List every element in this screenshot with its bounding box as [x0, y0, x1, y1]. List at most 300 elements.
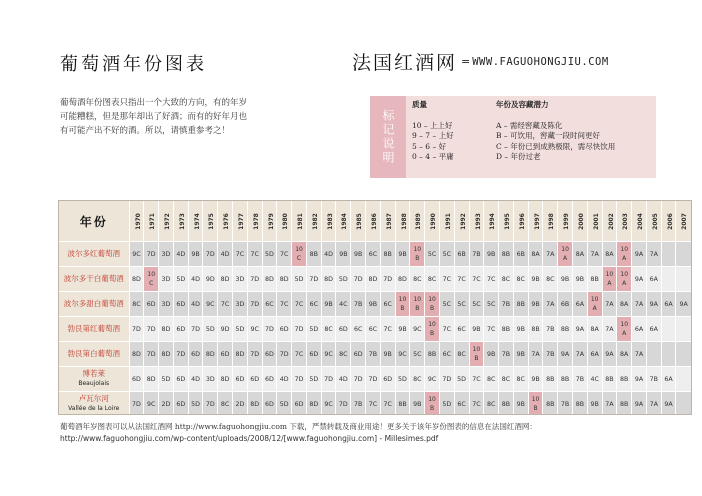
- footer-line-1: 葡萄酒年岁图表可以从法国红酒网 http://www.faguohongjiu.com 下载，严禁转载及商业用途！更多关于该年岁份图表的信息在法国红酒网：: [60, 422, 537, 431]
- rating-cell: 6A: [632, 317, 647, 342]
- year-label: 2005: [651, 212, 659, 230]
- rating-cell: [410, 242, 425, 267]
- rating-cell: 7C: [292, 292, 307, 317]
- empty-cell: [676, 317, 691, 342]
- year-header: [676, 201, 691, 242]
- rating-score: 10: [531, 396, 540, 403]
- rating-cell: 6A: [661, 367, 676, 392]
- rating-cell: 7A: [587, 242, 602, 267]
- rating-cell: 5C: [425, 242, 440, 267]
- rating-cell: 7D: [351, 367, 366, 392]
- empty-cell: [676, 242, 691, 267]
- rating-cell: 6D: [262, 392, 277, 416]
- year-header: [646, 201, 661, 242]
- year-header: [306, 201, 321, 242]
- year-header: [661, 201, 676, 242]
- rating-cell: 9A: [646, 292, 661, 317]
- vintage-table: [59, 201, 691, 415]
- rating-cell: 8B: [543, 392, 558, 416]
- rating-cell: 5C: [410, 342, 425, 367]
- rating-cell: 2D: [233, 392, 248, 416]
- region-name: 勃艮第红葡萄酒: [67, 324, 121, 333]
- rating-cell: 5D: [233, 317, 248, 342]
- rating-cell: 3D: [203, 367, 218, 392]
- rating-score: 10: [428, 296, 436, 303]
- rating-grade: B: [415, 255, 420, 262]
- rating-cell: 7C: [218, 292, 233, 317]
- rating-cell: 9C: [144, 392, 159, 416]
- rating-cell: 8B: [380, 242, 395, 267]
- rating-cell: 8B: [395, 392, 410, 416]
- rating-cell: 8D: [395, 267, 410, 292]
- rating-cell: 6C: [380, 292, 395, 317]
- rating-cell: 9A: [602, 342, 617, 367]
- rating-cell: 8D: [129, 342, 144, 367]
- rating-cell: 8D: [247, 392, 262, 416]
- intro-text: 葡萄酒年份图表只指出一个大致的方向，有的年岁可能糟糕，但是那年却出了好酒；而有的好年月也有可能产出不好的酒。所以，请慎重参考之！: [60, 98, 248, 136]
- rating-cell: 8B: [499, 317, 514, 342]
- rating-cell: 7D: [203, 392, 218, 416]
- rating-cell: 8D: [306, 392, 321, 416]
- region-subname: Beaujolais: [78, 380, 110, 387]
- year-label: 1989: [415, 212, 423, 230]
- rating-cell: 7D: [351, 267, 366, 292]
- year-header: [513, 201, 528, 242]
- rating-cell: 4D: [188, 267, 203, 292]
- year-header: [558, 201, 573, 242]
- rating-cell: 6D: [380, 367, 395, 392]
- rating-cell: 7A: [632, 292, 647, 317]
- rating-cell: 7A: [543, 292, 558, 317]
- year-header: [262, 201, 277, 242]
- rating-cell: 8B: [513, 292, 528, 317]
- rating-cell: 9B: [484, 342, 499, 367]
- rating-cell: 6A: [572, 292, 587, 317]
- legend-quality: [412, 100, 502, 163]
- brand-name: 法国红酒网: [352, 52, 458, 74]
- rating-cell: 7C: [484, 317, 499, 342]
- year-header: [632, 201, 647, 242]
- rating-cell: [469, 342, 484, 367]
- rating-cell: [617, 267, 632, 292]
- rating-cell: 7D: [439, 367, 454, 392]
- rating-cell: 5D: [262, 242, 277, 267]
- rating-cell: 7D: [380, 267, 395, 292]
- rating-cell: 8C: [484, 367, 499, 392]
- rating-grade: B: [400, 305, 405, 312]
- rating-cell: 9B: [528, 367, 543, 392]
- rating-cell: [617, 242, 632, 267]
- rating-cell: 9B: [513, 342, 528, 367]
- table-corner: 年份: [79, 214, 108, 229]
- legend-aging-item: C – 年份已到成熟极限，需尽快饮用: [496, 141, 616, 151]
- year-label: 1973: [178, 212, 186, 230]
- rating-cell: 9A: [632, 367, 647, 392]
- year-header: [292, 201, 307, 242]
- footer-note: [60, 421, 700, 445]
- rating-cell: 7A: [543, 242, 558, 267]
- year-label: 1970: [134, 212, 142, 230]
- rating-cell: 8B: [306, 242, 321, 267]
- rating-cell: 9B: [528, 267, 543, 292]
- rating-cell: 8C: [129, 292, 144, 317]
- year-label: 2003: [622, 212, 630, 230]
- rating-score: 10: [561, 246, 569, 253]
- rating-cell: 6D: [247, 367, 262, 392]
- rating-cell: 8B: [572, 392, 587, 416]
- year-header: [587, 201, 602, 242]
- legend-quality-item: 0 – 4 – 平庸: [412, 152, 454, 161]
- rating-cell: 9B: [572, 267, 587, 292]
- rating-score: 10: [428, 396, 436, 403]
- year-header: [366, 201, 381, 242]
- rating-cell: 4D: [188, 292, 203, 317]
- rating-cell: 7D: [188, 317, 203, 342]
- rating-cell: 6D: [144, 292, 159, 317]
- rating-cell: 7D: [292, 317, 307, 342]
- year-label: 1988: [400, 212, 408, 230]
- rating-cell: 4D: [277, 367, 292, 392]
- rating-grade: A: [622, 280, 627, 287]
- empty-cell: [676, 342, 691, 367]
- rating-cell: [144, 267, 159, 292]
- year-header: [336, 201, 351, 242]
- rating-cell: 7D: [262, 317, 277, 342]
- table-row: [59, 367, 691, 392]
- rating-cell: 6D: [188, 342, 203, 367]
- rating-cell: 8C: [499, 267, 514, 292]
- rating-cell: 5D: [306, 367, 321, 392]
- empty-cell: [661, 317, 676, 342]
- region-name: 波尔多甜白葡萄酒: [63, 299, 124, 308]
- year-label: 1980: [282, 212, 290, 230]
- empty-cell: [661, 342, 676, 367]
- rating-cell: 3D: [233, 292, 248, 317]
- rating-cell: 7B: [351, 392, 366, 416]
- rating-cell: 6C: [366, 317, 381, 342]
- rating-cell: 8B: [602, 367, 617, 392]
- rating-cell: 8D: [218, 367, 233, 392]
- rating-cell: 5D: [395, 367, 410, 392]
- region-subname: Vallée de la Loire: [68, 405, 120, 412]
- year-header: [439, 201, 454, 242]
- rating-cell: 7B: [543, 342, 558, 367]
- year-header: [351, 201, 366, 242]
- rating-cell: 7D: [292, 367, 307, 392]
- region-label: [59, 392, 129, 416]
- rating-cell: 8C: [410, 267, 425, 292]
- year-label: 1984: [341, 212, 349, 230]
- rating-cell: 2D: [159, 392, 174, 416]
- rating-cell: 8A: [572, 242, 587, 267]
- rating-cell: 6D: [218, 342, 233, 367]
- year-label: 1977: [237, 212, 245, 230]
- rating-score: 10: [605, 271, 614, 278]
- year-label: 1976: [223, 212, 231, 230]
- rating-cell: 7C: [469, 392, 484, 416]
- year-label: 1991: [444, 212, 452, 230]
- rating-cell: 9B: [484, 242, 499, 267]
- year-header: [233, 201, 248, 242]
- year-header: [380, 201, 395, 242]
- rating-cell: 6D: [351, 342, 366, 367]
- rating-cell: 8B: [499, 242, 514, 267]
- brand-url: WWW.FAGUOHONGJIU.COM: [472, 55, 609, 68]
- rating-cell: 9B: [558, 267, 573, 292]
- rating-cell: 5D: [159, 367, 174, 392]
- rating-score: 10: [295, 246, 303, 253]
- rating-cell: 5D: [306, 317, 321, 342]
- legend-aging-head: 年份及容藏潜力: [496, 100, 549, 109]
- rating-cell: 8B: [617, 367, 632, 392]
- year-label: 1974: [193, 212, 201, 230]
- rating-cell: 6B: [454, 242, 469, 267]
- year-header: [543, 201, 558, 242]
- legend-quality-item: 10 – 上上好: [412, 120, 453, 130]
- rating-score: 10: [620, 271, 629, 278]
- rating-cell: 6D: [129, 367, 144, 392]
- rating-cell: 6B: [558, 292, 573, 317]
- legend-side-label: 标记说明: [370, 96, 406, 178]
- rating-cell: 8C: [513, 367, 528, 392]
- rating-cell: [395, 292, 410, 317]
- rating-cell: 6A: [661, 292, 676, 317]
- year-header: [395, 201, 410, 242]
- rating-cell: 6D: [173, 317, 188, 342]
- vintage-table-body: [59, 242, 691, 416]
- rating-score: 10: [472, 346, 481, 353]
- rating-cell: 9B: [380, 342, 395, 367]
- rating-cell: 9B: [410, 392, 425, 416]
- rating-cell: 9C: [247, 317, 262, 342]
- rating-cell: 8B: [528, 317, 543, 342]
- region-label: [59, 242, 129, 267]
- rating-cell: 8D: [129, 267, 144, 292]
- rating-cell: 9A: [632, 392, 647, 416]
- rating-cell: 9A: [676, 292, 691, 317]
- year-header: [159, 201, 174, 242]
- rating-score: 10: [428, 321, 436, 328]
- rating-cell: 9C: [425, 367, 440, 392]
- rating-grade: A: [592, 305, 597, 312]
- year-label: 1998: [548, 212, 556, 230]
- rating-cell: 8A: [587, 317, 602, 342]
- year-label: 2002: [607, 212, 615, 230]
- rating-cell: 8B: [558, 367, 573, 392]
- rating-cell: 8D: [203, 342, 218, 367]
- rating-cell: 9B: [395, 242, 410, 267]
- rating-cell: 6C: [454, 392, 469, 416]
- rating-cell: 7A: [572, 342, 587, 367]
- rating-cell: 9C: [203, 292, 218, 317]
- rating-cell: 8B: [558, 317, 573, 342]
- rating-cell: [587, 292, 602, 317]
- empty-cell: [646, 342, 661, 367]
- rating-cell: 7B: [499, 292, 514, 317]
- rating-cell: 7A: [528, 342, 543, 367]
- rating-cell: 9B: [395, 317, 410, 342]
- rating-cell: 7D: [247, 342, 262, 367]
- legend-quality-item: 9 – 7 – 上好: [412, 131, 454, 140]
- rating-score: 10: [590, 296, 599, 303]
- rating-score: 10: [147, 271, 156, 278]
- rating-cell: 7A: [602, 317, 617, 342]
- rating-cell: 8D: [159, 317, 174, 342]
- rating-cell: 7A: [602, 392, 617, 416]
- year-label: 1990: [430, 212, 438, 230]
- rating-cell: 7D: [144, 242, 159, 267]
- year-label: 1987: [385, 212, 393, 230]
- rating-cell: 7A: [646, 242, 661, 267]
- year-label: 1999: [563, 212, 571, 230]
- rating-cell: [425, 317, 440, 342]
- rating-cell: 7D: [144, 342, 159, 367]
- rating-cell: 9C: [321, 392, 336, 416]
- year-label: 1997: [533, 212, 541, 230]
- rating-grade: A: [622, 330, 627, 337]
- rating-cell: 9B: [469, 317, 484, 342]
- rating-cell: 6C: [262, 292, 277, 317]
- year-label: 1985: [356, 212, 364, 230]
- region-label: [59, 267, 129, 292]
- year-label: 2000: [577, 212, 585, 230]
- year-header: [247, 201, 262, 242]
- rating-grade: C: [149, 280, 154, 287]
- year-label: 1978: [252, 212, 260, 230]
- rating-cell: 6D: [306, 342, 321, 367]
- rating-cell: 9C: [395, 342, 410, 367]
- page-title: 葡萄酒年份图表: [60, 54, 207, 75]
- rating-cell: 7C: [380, 317, 395, 342]
- year-label: 1982: [311, 212, 319, 230]
- region-name: 波尔多干白葡萄酒: [63, 274, 124, 283]
- rating-cell: 3D: [233, 267, 248, 292]
- empty-cell: [676, 267, 691, 292]
- rating-cell: 5C: [439, 292, 454, 317]
- year-header: [572, 201, 587, 242]
- rating-cell: 8D: [218, 267, 233, 292]
- rating-score: 10: [620, 246, 629, 253]
- rating-cell: 7D: [336, 392, 351, 416]
- rating-cell: [292, 242, 307, 267]
- rating-cell: 8B: [425, 342, 440, 367]
- region-name: 卢瓦尔河: [78, 394, 109, 403]
- rating-cell: 7B: [543, 317, 558, 342]
- rating-cell: 6D: [173, 292, 188, 317]
- rating-cell: 9D: [203, 267, 218, 292]
- rating-cell: 8B: [499, 392, 514, 416]
- rating-cell: 7B: [558, 392, 573, 416]
- rating-cell: 8A: [528, 242, 543, 267]
- year-header: [203, 201, 218, 242]
- rating-cell: 9B: [336, 242, 351, 267]
- legend-quality-item: 5 – 6 – 好: [412, 141, 447, 151]
- year-label: 1981: [296, 212, 304, 230]
- year-header: [188, 201, 203, 242]
- rating-cell: 5C: [439, 242, 454, 267]
- year-header: [218, 201, 233, 242]
- brand: [352, 48, 609, 75]
- rating-cell: 6B: [513, 242, 528, 267]
- region-name: 波尔多红葡萄酒: [67, 249, 121, 258]
- rating-grade: A: [622, 255, 627, 262]
- rating-cell: 9B: [513, 317, 528, 342]
- rating-cell: 7A: [646, 392, 661, 416]
- rating-cell: 6C: [366, 242, 381, 267]
- rating-cell: 7C: [439, 317, 454, 342]
- rating-cell: 8B: [543, 367, 558, 392]
- rating-cell: 4D: [336, 367, 351, 392]
- rating-cell: 4D: [321, 242, 336, 267]
- rating-cell: 8D: [233, 342, 248, 367]
- rating-cell: 7D: [129, 392, 144, 416]
- rating-cell: 7A: [632, 342, 647, 367]
- year-label: 2004: [636, 212, 644, 230]
- year-label: 1993: [474, 212, 482, 230]
- rating-cell: 7B: [499, 342, 514, 367]
- year-label: 2001: [592, 212, 600, 230]
- rating-cell: 7C: [277, 292, 292, 317]
- region-label: [59, 317, 129, 342]
- rating-cell: 3D: [159, 292, 174, 317]
- rating-cell: 9B: [587, 392, 602, 416]
- rating-grade: B: [429, 405, 435, 412]
- region-name: 勃艮第白葡萄酒: [67, 349, 121, 358]
- legend-aging-item: B – 可饮用，窖藏一段时间更好: [496, 131, 601, 140]
- rating-cell: 8D: [262, 267, 277, 292]
- year-header: [602, 201, 617, 242]
- rating-cell: 7D: [144, 317, 159, 342]
- rating-cell: 7A: [602, 292, 617, 317]
- rating-cell: 8C: [454, 342, 469, 367]
- table-row: [59, 292, 691, 317]
- rating-cell: 8C: [218, 392, 233, 416]
- rating-cell: 4C: [587, 367, 602, 392]
- rating-cell: 7C: [380, 392, 395, 416]
- rating-cell: [425, 392, 440, 416]
- year-label: 2007: [681, 212, 689, 230]
- rating-cell: 6A: [646, 267, 661, 292]
- rating-cell: [410, 292, 425, 317]
- rating-cell: 7C: [277, 242, 292, 267]
- year-header: [454, 201, 469, 242]
- rating-cell: 7C: [233, 242, 248, 267]
- rating-cell: [617, 317, 632, 342]
- year-label: 1979: [267, 212, 275, 230]
- year-label: 2006: [666, 212, 674, 230]
- rating-score: 10: [413, 246, 422, 253]
- year-header: [469, 201, 484, 242]
- rating-cell: 7D: [203, 242, 218, 267]
- rating-cell: 9B: [513, 392, 528, 416]
- rating-cell: 8C: [499, 367, 514, 392]
- rating-cell: 8B: [587, 267, 602, 292]
- rating-cell: 7C: [366, 392, 381, 416]
- rating-grade: A: [607, 280, 612, 287]
- rating-score: 10: [413, 296, 422, 303]
- year-label: 1972: [163, 212, 171, 230]
- year-header: [410, 201, 425, 242]
- year-label: 1994: [489, 212, 497, 230]
- rating-cell: 8C: [336, 342, 351, 367]
- rating-cell: 7B: [646, 367, 661, 392]
- rating-cell: 7B: [366, 342, 381, 367]
- year-label: 1995: [503, 212, 511, 230]
- rating-cell: 7C: [292, 342, 307, 367]
- year-header: [425, 201, 440, 242]
- year-header: [499, 201, 514, 242]
- vintage-table-frame: [58, 200, 692, 415]
